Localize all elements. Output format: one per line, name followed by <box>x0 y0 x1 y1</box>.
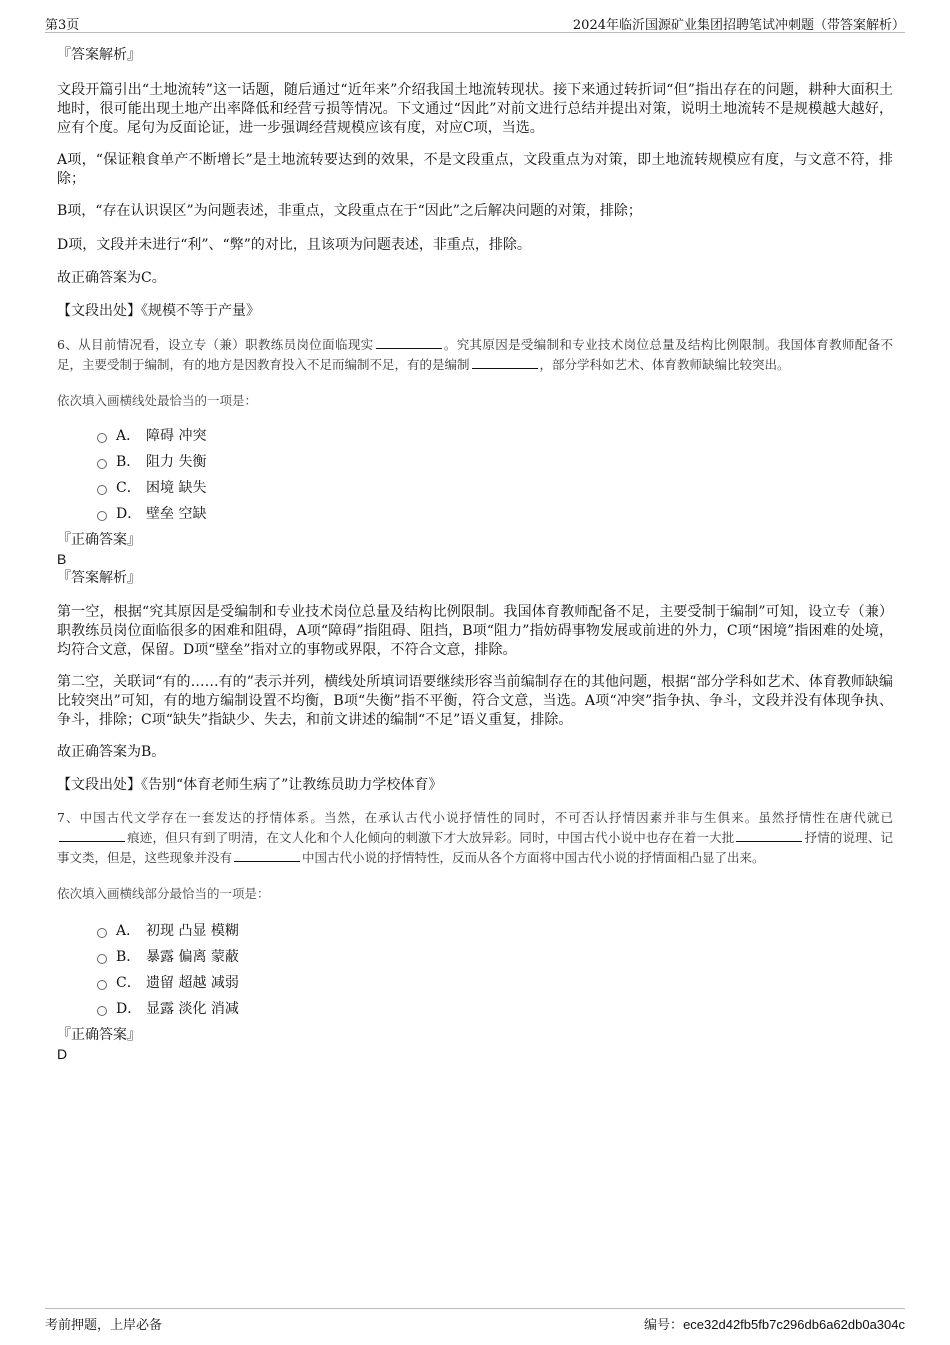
option-a[interactable]: A． 初现 凸显 模糊 <box>97 918 893 944</box>
page-content <box>57 46 893 1064</box>
radio-icon[interactable] <box>97 459 107 469</box>
correct-answer: B <box>57 551 67 567</box>
page-footer <box>45 1308 905 1339</box>
option-d[interactable]: D． 壁垒 空缺 <box>97 501 893 527</box>
answer-statement: 故正确答案为C。 <box>57 270 166 286</box>
page-header <box>45 14 905 33</box>
option-b[interactable]: B． 阻力 失衡 <box>97 449 893 475</box>
option-d[interactable]: D． 显露 淡化 消减 <box>97 996 893 1022</box>
radio-icon[interactable] <box>97 954 107 964</box>
source-citation: 【文段出处】《告别“体育老师生病了”让教练员助力学校体育》 <box>57 777 443 793</box>
options-list <box>57 918 893 1022</box>
radio-icon[interactable] <box>97 1006 107 1016</box>
question-prompt: 依次填入画横线处最恰当的一项是： <box>57 393 258 408</box>
analysis-paragraph: A项，“保证粮食单产不断增长”是土地流转要达到的效果，不是文段重点，文段重点为对策，即土地流转规模应有度，与文意不符，排除； <box>57 152 893 187</box>
analysis-label: 『答案解析』 <box>57 570 141 586</box>
option-c[interactable]: C． 遗留 超越 减弱 <box>97 970 893 996</box>
analysis-label: 『答案解析』 <box>57 47 141 63</box>
radio-icon[interactable] <box>97 980 107 990</box>
answer-blank <box>59 829 125 842</box>
question-6-stem: 6、从目前情况看，设立专（兼）职教练员岗位面临现实 。究其原因是受编制和专业技术岗位总量及结构比例限制。我国体育教师配备不足，主要受制于编制，有的地方是因教育投入不足而编制不足，有的是编制 ，部分学科如艺术、体育教师缺编比较突出。 <box>57 337 893 372</box>
answer-blank <box>376 336 442 349</box>
analysis-paragraph: 第一空，根据“究其原因是受编制和专业技术岗位总量及结构比例限制。我国体育教师配备不足，主要受制于编制”可知，设立专（兼）职教练员岗位面临很多的困难和阻碍，A项“障碍”指阻碍、阻挡，B项“阻力”指妨碍事物发展或前进的外力，C项“困境”指困难的处境，均符合文意，保留。D项“壁垒”指对立的事物或界限，不符合文意，排除。 <box>57 604 893 658</box>
answer-blank <box>472 356 538 369</box>
footer-slogan: 考前押题，上岸必备 <box>45 1318 163 1333</box>
correct-answer: D <box>57 1046 68 1062</box>
radio-icon[interactable] <box>97 433 107 443</box>
source-citation: 【文段出处】《规模不等于产量》 <box>57 303 260 319</box>
analysis-paragraph: 文段开篇引出“土地流转”这一话题，随后通过“近年来”介绍我国土地流转现状。接下来通过转折词“但”指出存在的问题，耕种大面积土地时，很可能出现土地产出率降低和经营亏损等情况。下文通过“因此”对前文进行总结并提出对策，说明土地流转不是规模越大越好，应有个度。尾句为反面论证，进一步强调经营规模应该有度，对应C项，当选。 <box>57 82 893 136</box>
answer-blank <box>234 849 300 862</box>
radio-icon[interactable] <box>97 485 107 495</box>
correct-answer-label: 『正确答案』 <box>57 532 141 548</box>
question-prompt: 依次填入画横线部分最恰当的一项是： <box>57 886 270 901</box>
answer-blank <box>736 829 802 842</box>
document-code: 编号：ece32d42fb5fb7c296db6a62db0a304c <box>644 1317 905 1333</box>
option-b[interactable]: B． 暴露 偏离 蒙蔽 <box>97 944 893 970</box>
question-7-stem: 7、中国古代文学存在一套发达的抒情体系。当然，在承认古代小说抒情性的同时，不可否认抒情因素并非与生俱来。虽然抒情性在唐代就已痕迹，但只有到了明清，在文人化和个人化倾向的刺激下才大放异彩。同时，中国古代小说中也存在着一大批 抒情的说理、记事文类，但是，这些现象并没有 中国古代小说的抒情特性，反而从各个方面将中国古代小说的抒情面相凸显了出来。 <box>57 810 893 865</box>
options-list <box>57 423 893 527</box>
answer-statement: 故正确答案为B。 <box>57 744 166 760</box>
analysis-paragraph: 第二空，关联词“有的……有的”表示并列，横线处所填词语要继续形容当前编制存在的其他问题，根据“部分学科如艺术、体育教师缺编比较突出”可知，有的地方编制设置不均衡，B项“失衡”指不平衡，符合文意，当选。A项“冲突”指争执、争斗，文段并没有体现争执、争斗，排除；C项“缺失”指缺少、失去，和前文讲述的编制“不足”语义重复，排除。 <box>57 674 893 728</box>
option-a[interactable]: A． 障碍 冲突 <box>97 423 893 449</box>
page-number: 第3页 <box>45 18 80 33</box>
document-title: 2024年临沂国源矿业集团招聘笔试冲刺题（带答案解析） <box>572 18 905 33</box>
correct-answer-label: 『正确答案』 <box>57 1027 141 1043</box>
analysis-paragraph: B项，“存在认识误区”为问题表述，非重点，文段重点在于“因此”之后解决问题的对策，排除； <box>57 203 642 219</box>
radio-icon[interactable] <box>97 511 107 521</box>
analysis-paragraph: D项，文段并未进行“利”、“弊”的对比，且该项为问题表述，非重点，排除。 <box>57 237 531 253</box>
radio-icon[interactable] <box>97 928 107 938</box>
option-c[interactable]: C． 困境 缺失 <box>97 475 893 501</box>
